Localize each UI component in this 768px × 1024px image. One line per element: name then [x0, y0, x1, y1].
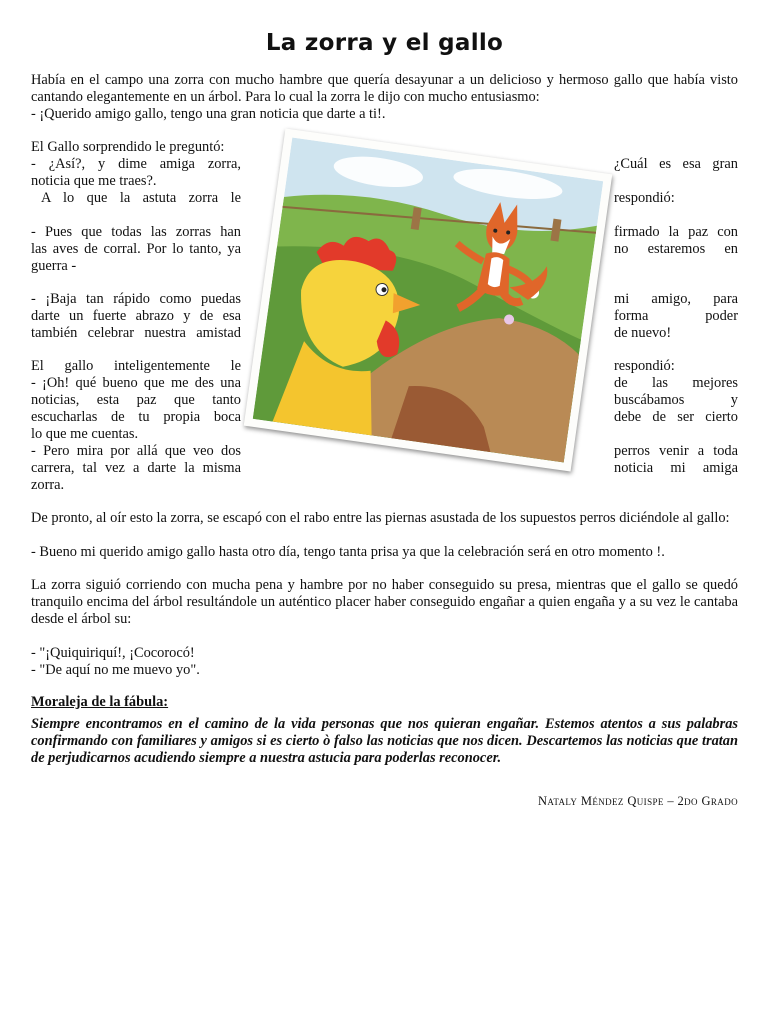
- row-text-left: - ¿Así?, y dime amiga zorra,: [31, 156, 241, 172]
- row-text-left: las aves de corral. Por lo tanto, ya: [31, 241, 241, 257]
- moral-heading: Moraleja de la fábula:: [31, 694, 169, 710]
- row-text-left: - ¡Oh! qué bueno que me des una: [31, 375, 241, 391]
- row-text-right: de las mejores: [614, 375, 738, 391]
- row-text-right: firmado la paz con: [614, 224, 738, 240]
- row-text-left: noticias, esta paz que tanto: [31, 392, 241, 408]
- escape-paragraph: De pronto, al oír esto la zorra, se escapó con el rabo entre las piernas asustada de los supuestos perros diciéndole al gallo:: [31, 510, 730, 526]
- row-text-left: también celebrar nuestra amistad: [31, 325, 241, 341]
- ending-paragraph: La zorra siguió corriendo con mucha pena y hambre por no haber conseguido su presa, mientras que el gallo se quedó tranquilo encima del árbol resultándole un auténtico placer haber conseguido engañar a quien engaña y a su vez le cantaba desde el árbol su:: [31, 577, 738, 627]
- page-title: La zorra y el gallo: [265, 30, 504, 56]
- farewell-paragraph: - Bueno mi querido amigo gallo hasta otro día, tengo tanta prisa ya que la celebración será en otro momento !.: [31, 544, 665, 560]
- row-text-left: A lo que la astuta zorra le: [41, 190, 241, 206]
- row-text-right: noticia mi amiga: [614, 460, 738, 476]
- intro-text: Había en el campo una zorra con mucho hambre que quería desayunar a un delicioso y hermoso gallo que había visto cantando elegantemente en un árbol. Para lo cual la zorra le dijo con mucho entusiasmo:: [31, 72, 738, 105]
- row-text-right: de nuevo!: [614, 325, 672, 341]
- row-text-right: perros venir a toda: [614, 443, 738, 459]
- row-text-left: darte un fuerte abrazo y de esa: [31, 308, 241, 324]
- song-line-1: - "¡Quiquiriquí!, ¡Cocorocó!: [31, 645, 195, 661]
- moral-text: Siempre encontramos en el camino de la vida personas que nos quieran engañar. Estemos atentos a sus palabras confirmando con familiares y amigos si es cierto ò falso las noticias que nos dicen. Descartemos las noticias que tratan de perjudicarnos acudiendo siempre a nuestra astucia para poderlas reconocer.: [31, 716, 738, 766]
- row-text-left: carrera, tal vez a darte la misma: [31, 460, 241, 476]
- row-text-left: guerra -: [31, 258, 77, 274]
- row-text-left: lo que me cuentas.: [31, 426, 139, 442]
- row-text-left: zorra.: [31, 477, 65, 493]
- intro-paragraph: [31, 72, 738, 123]
- row-text-left: El Gallo sorprendido le preguntó:: [31, 139, 225, 155]
- row-text-right: buscábamos y: [614, 392, 738, 408]
- row-text-right: respondió:: [614, 190, 675, 206]
- row-text-left: - Pues que todas las zorras han: [31, 224, 241, 240]
- row-text-left: noticia que me traes?.: [31, 173, 157, 189]
- row-text-right: forma poder: [614, 308, 738, 324]
- row-text-left: escucharlas de tu propia boca: [31, 409, 241, 425]
- row-text-right: mi amigo, para: [614, 291, 738, 307]
- illustration-drawing: [253, 138, 603, 463]
- song-line-2: - "De aquí no me muevo yo".: [31, 662, 200, 678]
- row-text-right: no estaremos en: [614, 241, 738, 257]
- author-signature: Nataly Méndez Quispe – 2do Grado: [538, 794, 738, 808]
- intro-dialogue: - ¡Querido amigo gallo, tengo una gran noticia que darte a ti!.: [31, 106, 386, 122]
- row-text-right: debe de ser cierto: [614, 409, 738, 425]
- row-text-left: - Pero mira por allá que veo dos: [31, 443, 241, 459]
- row-text-right: respondió:: [614, 358, 675, 374]
- fox-and-rooster-illustration: [244, 128, 613, 471]
- row-text-left: El gallo inteligentemente le: [31, 358, 241, 374]
- row-text-right: ¿Cuál es esa gran: [614, 156, 738, 172]
- row-text-left: - ¡Baja tan rápido como puedas: [31, 291, 241, 307]
